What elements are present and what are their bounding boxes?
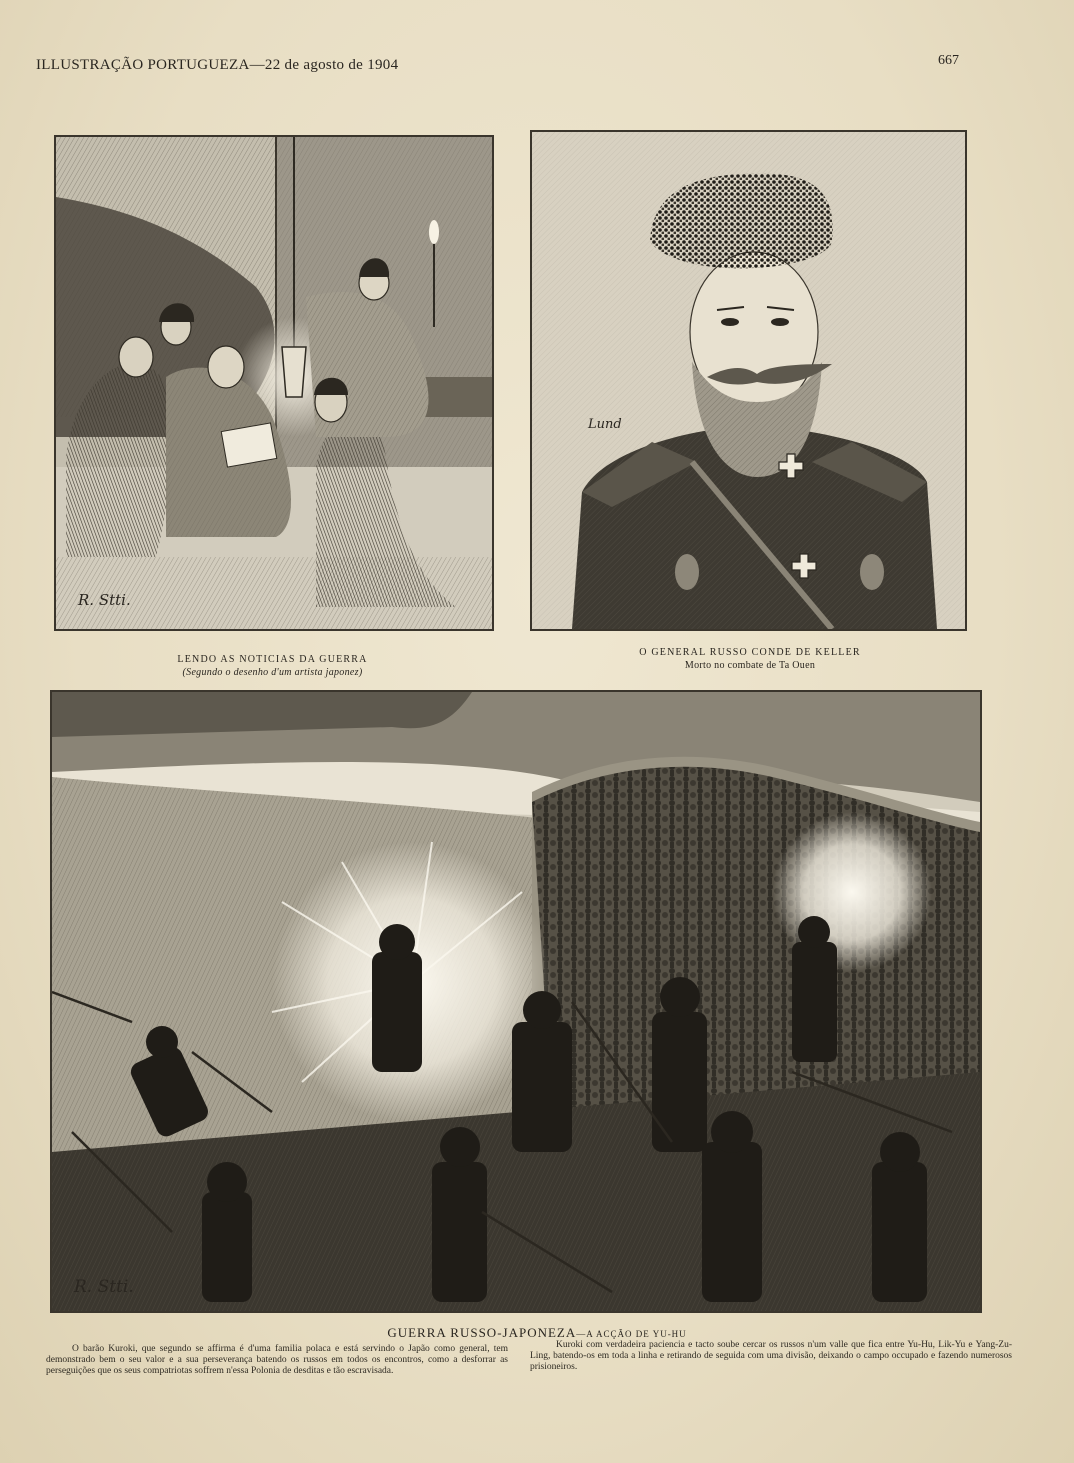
reading-news-drawing — [56, 137, 492, 629]
battle-caption-subtitle: —A ACÇÃO DE YU-HU — [576, 1329, 687, 1339]
page-header-title: ILLUSTRAÇÃO PORTUGUEZA—22 de agosto de 1904 — [36, 57, 399, 73]
article-text-left: O barão Kuroki, que segundo se affirma é d'uma familia polaca e está servindo o Japão como general, tem demonstrado bem o seu valor e a sua perseverança batendo os russos em todos os encontros, como a desforrar as perseguições que os seus compatriotas soffrem n'essa Polonia de desditas e tão escravisada. — [46, 1344, 508, 1376]
caption-reading-subtitle: (Segundo o desenho d'um artista japonez) — [182, 667, 363, 678]
battle-signature: R. Stti. — [74, 1277, 134, 1297]
battle-caption-title: GUERRA RUSSO-JAPONEZA — [387, 1325, 577, 1340]
illustration-battle-yu-hu — [50, 690, 982, 1313]
illustration-reading-news — [54, 135, 494, 631]
caption-general-title: O GENERAL RUSSO CONDE DE KELLER — [639, 647, 861, 658]
page-number: 667 — [938, 53, 959, 68]
caption-general — [590, 647, 910, 671]
portrait-general-keller — [530, 130, 967, 631]
caption-reading-news — [120, 654, 425, 678]
general-portrait-drawing — [532, 132, 965, 629]
caption-general-subtitle: Morto no combate de Ta Ouen — [684, 660, 816, 671]
general-signature: Lund — [588, 417, 622, 432]
reading-signature: R. Stti. — [78, 591, 131, 609]
battle-drawing — [52, 692, 980, 1311]
caption-reading-title: LENDO AS NOTICIAS DA GUERRA — [177, 654, 368, 665]
battle-caption — [0, 1325, 1074, 1341]
article-text-right: Kuroki com verdadeira paciencia e tacto soube cercar os russos n'um valle que fica entre Yu-Hu, Lik-Yu e Yang-Zu-Ling, batendo-os em toda a linha e retirando de seguida com uma divisão, deixando o campo occupado e fazendo numerosos prisioneiros. — [530, 1340, 1012, 1372]
